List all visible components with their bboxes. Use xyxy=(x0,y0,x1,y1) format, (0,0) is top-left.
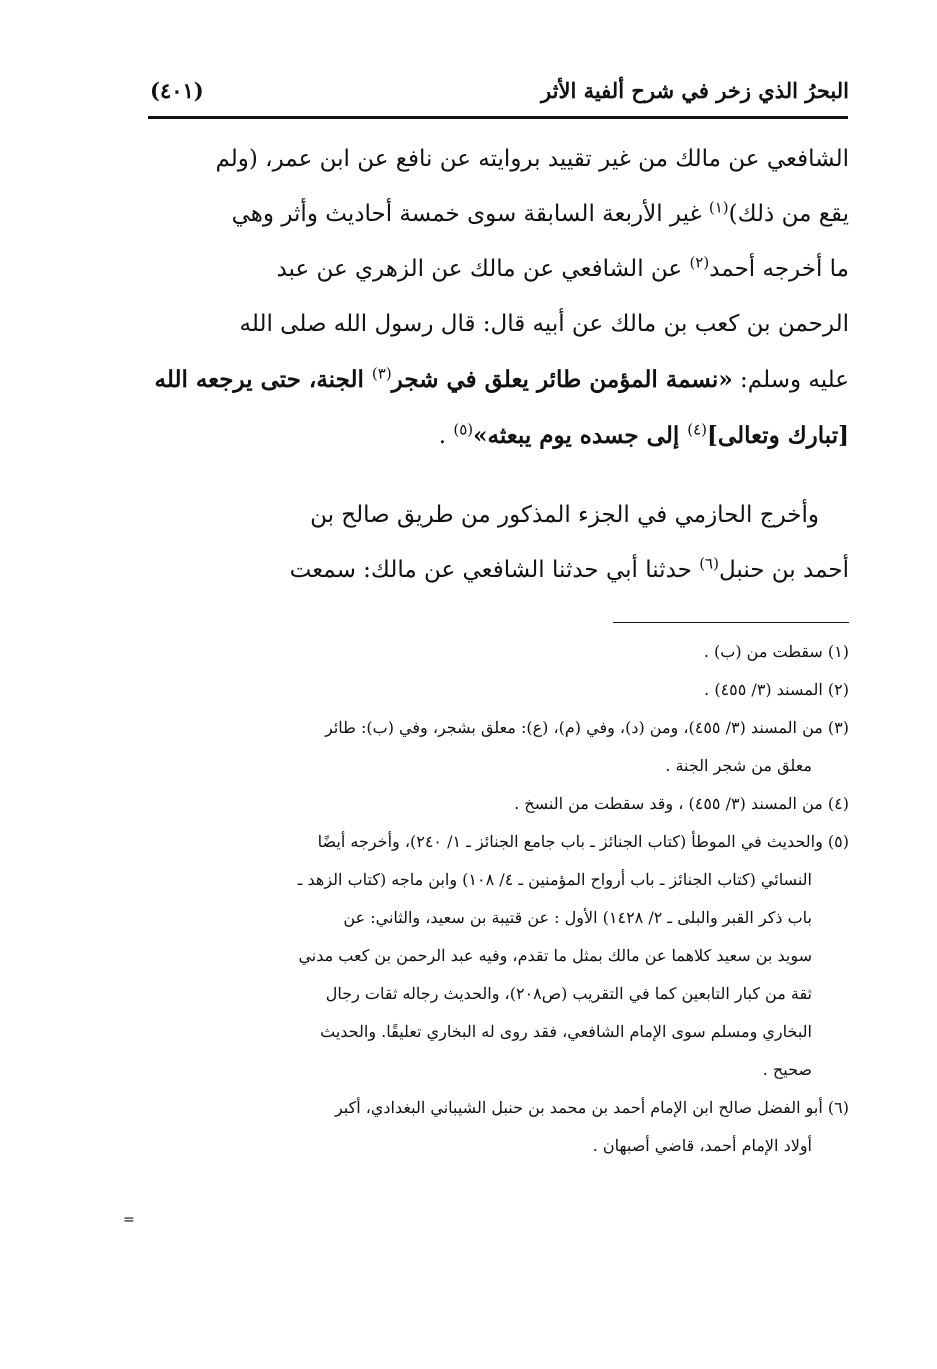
footnote-line: (٦) أبو الفضل صالح ابن الإمام أحمد بن محمد بن حنبل الشيباني البغدادي، أكبر xyxy=(334,1098,849,1117)
footnote-line: (٥) والحديث في الموطأ (كتاب الجنائز ـ باب جامع الجنائز ـ ١/ ٢٤٠)، وأخرجه أيضًا xyxy=(317,832,849,851)
footnote-marker: (٤) xyxy=(687,420,708,439)
text-line: ما أخرجه أحمد$^{(٢)}$ عن الشافعي عن مالك عن الزهري عن عبد xyxy=(276,253,849,282)
footnote-marker: (٥) xyxy=(453,420,474,439)
text-line: يقع من ذلك)$^{(١)}$ غير الأربعة السابقة سوى خمسة أحاديث وأثر وهي xyxy=(231,198,849,227)
footnote-line: (٢) المسند (٣/ ٤٥٥) . xyxy=(704,680,849,699)
hadith-text: الجنة، حتى يرجعه الله xyxy=(154,366,372,393)
footnote-marker: (٢) xyxy=(689,253,710,272)
margin-mark: = xyxy=(123,1212,135,1228)
footnote-line: (٣) من المسند (٣/ ٤٥٥)، ومن (د)، وفي (م)، (ع): معلق بشجر، وفي (ب): طائر xyxy=(325,718,849,737)
hadith-text: «نسمة المؤمن طائر يعلق في شجر xyxy=(391,366,733,393)
footnote-marker: (٦) xyxy=(699,554,719,573)
main-paragraph-1 xyxy=(137,132,849,464)
footnote-line: سويد بن سعيد كلاهما عن مالك بمثل ما تقدم، وفيه عبد الرحمن بن كعب مدني xyxy=(298,946,812,965)
hadith-text: إلى جسده يوم يبعثه» xyxy=(473,422,688,449)
footnote-marker: (٣) xyxy=(371,364,392,383)
main-paragraph-2 xyxy=(137,488,849,598)
footnote-line: النسائي (كتاب الجنائز ـ باب أرواح المؤمنين ـ ٤/ ١٠٨) وابن ماجه (كتاب الزهد ـ xyxy=(297,870,812,889)
text-line: الشافعي عن مالك من غير تقييد بروايته عن نافع عن ابن عمر، (ولم xyxy=(215,146,849,172)
running-title: البحرُ الذي زخر في شرح ألفية الأثر xyxy=(541,78,849,103)
footnote-line: (٤) من المسند (٣/ ٤٥٥) ، وقد سقطت من النسخ . xyxy=(514,794,849,813)
footnote-line: أولاد الإمام أحمد، قاضي أصبهان . xyxy=(592,1136,812,1155)
footnote-line: البخاري ومسلم سوى الإمام الشافعي، فقد روى له البخاري تعليقًا. والحديث xyxy=(320,1022,812,1041)
page-number: (٤٠١) xyxy=(150,78,204,103)
footnote-line: (١) سقطت من (ب) . xyxy=(703,642,849,661)
text-line: أحمد بن حنبل$^{(٦)}$ حدثنا أبي حدثنا الشافعي عن مالك: سمعت xyxy=(289,554,849,583)
footnote-line: باب ذكر القبر والبلى ـ ٢/ ١٤٢٨) الأول : عن قتيبة بن سعيد، والثاني: عن xyxy=(343,908,812,927)
header-rule xyxy=(148,116,848,119)
footnote-line: صحيح . xyxy=(762,1060,812,1079)
footnote-line: ثقة من كبار التابعين كما في التقريب (ص٢٠٨)، والحديث رجاله ثقات رجال xyxy=(325,984,812,1003)
text-line: [تبارك وتعالى]$^{(٤)}$ إلى جسده يوم يبعثه»$^{(٥)}$ . xyxy=(438,420,849,449)
footnote-line: معلق من شجر الجنة . xyxy=(665,756,812,775)
text-line: الرحمن بن كعب بن مالك عن أبيه قال: قال رسول الله صلى الله xyxy=(239,311,849,337)
footnotes xyxy=(137,633,849,1165)
footnote-separator xyxy=(613,622,849,623)
text-line: عليه وسلم: «نسمة المؤمن طائر يعلق في شجر$^{(٣)}$ الجنة، حتى يرجعه الله xyxy=(154,364,849,393)
footnote-marker: (١) xyxy=(708,198,729,217)
hadith-text: [تبارك وتعالى] xyxy=(707,422,849,449)
text-line: وأخرج الحازمي في الجزء المذكور من طريق صالح بن xyxy=(310,502,819,528)
